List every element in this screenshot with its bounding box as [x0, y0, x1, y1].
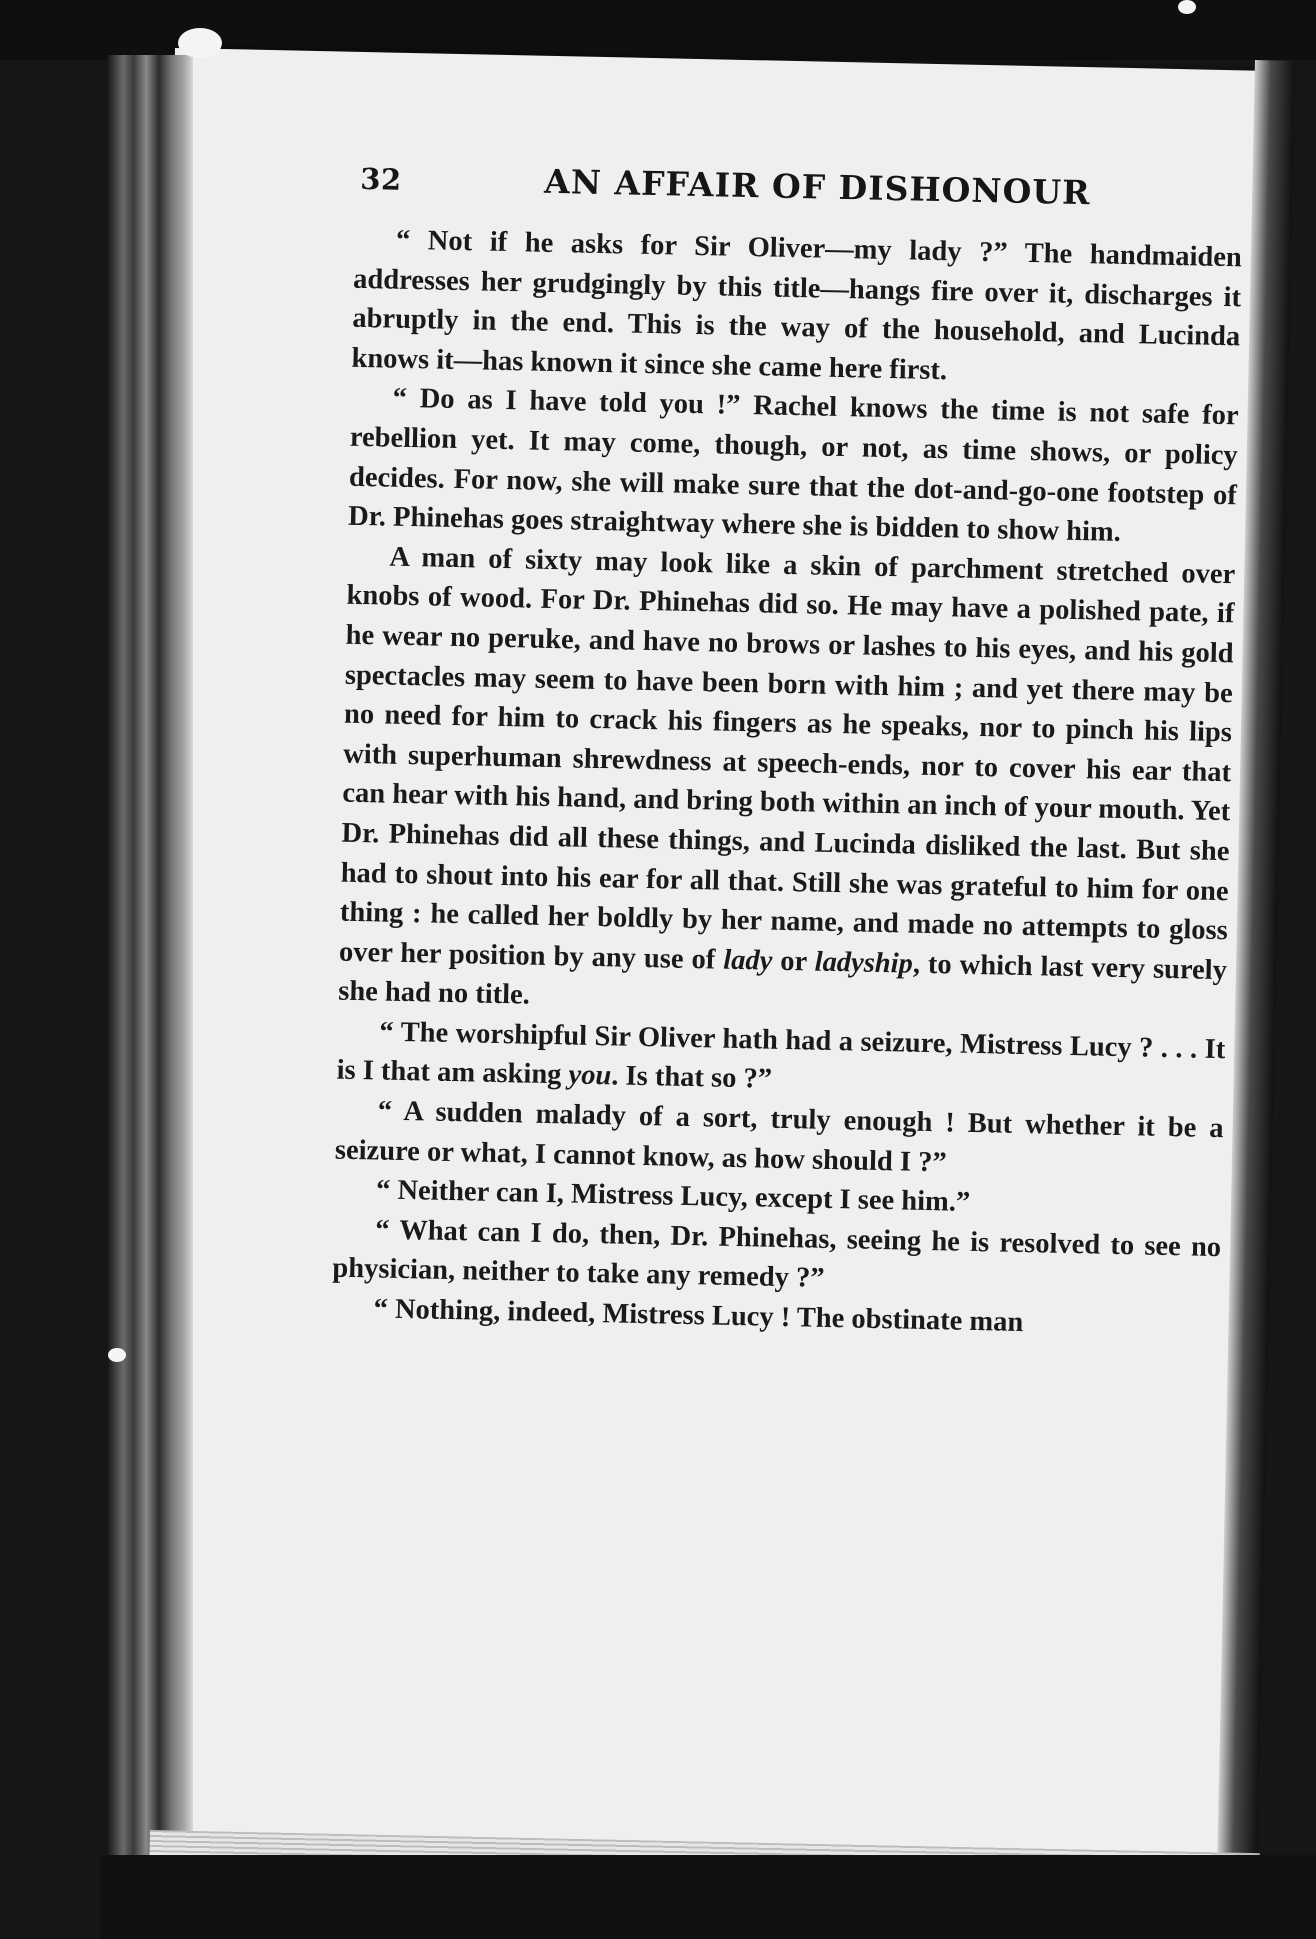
text-run: “ Nothing, indeed, Mistress Lucy ! The obstinate man [373, 1293, 1024, 1339]
italic-word: lady [722, 944, 773, 977]
body-text [331, 220, 1242, 1347]
running-title: AN AFFAIR OF DISHONOUR [543, 161, 1091, 213]
paragraph [348, 378, 1239, 555]
text-run: “ What can I do, then, Dr. Phinehas, seeing he is resolved to see no physician, neither to take any remedy ?” [332, 1214, 1222, 1295]
text-run: “ The worshipful Sir Oliver hath had a seizure, Mistress Lucy ? . . . It is I that am asking [336, 1016, 1226, 1091]
text-run: A man of sixty may look like a skin of parchment stretched over knobs of wood. For Dr. Phinehas did so. He may have a polished pate, if he wear no peruke, and have no brows or lashes to his eyes, and his gold spectacles may seem to have been born with him ; and yet there may be no need for him to crack his fingers as he speaks, nor to pinch his lips with superhuman shrewdness at speech-ends, nor to cover his ear that can hear with his hand, and bring both within an inch of your mouth. Yet Dr. Phinehas did all these things, and Lucinda disliked the last. But she had to shout into his ear for all that. Still she was grateful to him for one thing : he called her boldly by her name, and made no attempts to gloss over her position by any use of [338, 541, 1236, 976]
page-content [137, 48, 1264, 1870]
text-run: “ Do as I have told you !” Rachel knows the time is not safe for rebellion yet. It may come, though, or not, as time shows, or policy decides. For now, she will make sure that the dot-and-go-one footstep of Dr. Phinehas goes straightway where she is bidden to show him. [347, 383, 1239, 549]
text-run: , to which last very surely she had no title. [337, 948, 1228, 1011]
italic-word: you [568, 1059, 612, 1092]
text-run: “ A sudden malady of a sort, truly enough ! But whether it be a seizure or what, I cannot know, as how should I ?” [334, 1095, 1224, 1179]
paragraph [351, 220, 1242, 397]
text-run: “ Not if he asks for Sir Oliver—my lady ?” The handmaiden addresses her grudgingly by this title—hangs fire over it, discharges it abruptly in the end. This is the way of the household, and Lucinda knows it—has known it since she came here first. [351, 224, 1243, 387]
paper-speck [1178, 0, 1196, 14]
italic-word: ladyship [814, 946, 914, 980]
text-run: or [772, 945, 816, 978]
page-number: 32 [359, 161, 403, 197]
page-header [172, 152, 1263, 235]
paper-speck [108, 1348, 126, 1362]
text-run: “ Neither can I, Mistress Lucy, except I see him.” [375, 1174, 971, 1219]
text-run: . Is that so ?” [611, 1060, 773, 1096]
paragraph [338, 536, 1236, 1030]
